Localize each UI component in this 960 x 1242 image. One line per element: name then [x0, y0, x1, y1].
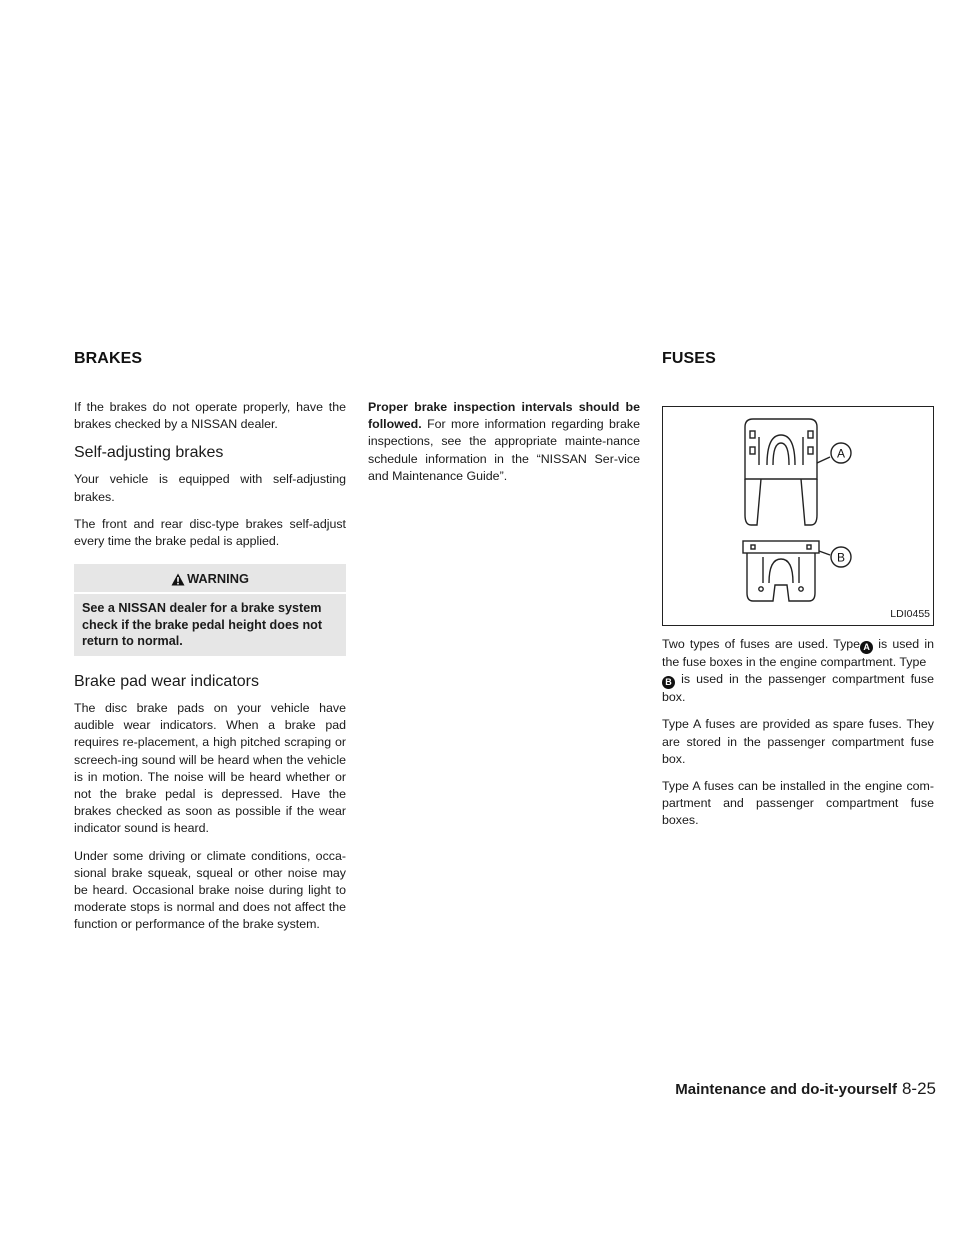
warning-icon	[171, 573, 185, 586]
brakes-column-1	[74, 399, 346, 944]
self-adjusting-brakes-heading: Self-adjusting brakes	[74, 444, 224, 462]
fuse-diagram	[663, 407, 933, 625]
footer-page-number: 8-25	[901, 1079, 936, 1098]
fuse-label-b: B	[836, 550, 846, 565]
fuse-types-text-2: is used in the fuse boxes in the engine compartment. Type	[662, 637, 934, 669]
footer-chapter-title: Maintenance and do-it-yourself	[675, 1081, 897, 1098]
inspection-bold-text: Proper brake inspection intervals should be followed.	[368, 400, 640, 432]
fuse-label-b-callout	[831, 547, 851, 567]
inspection-text: For more information regarding brake inspections, see the appropriate mainte-nance schedule information in the “NISSAN Ser-vice and Maintenance Guide”.	[368, 417, 640, 483]
figure-code: LDI0455	[890, 607, 930, 620]
fuse-type-a-drawing	[745, 419, 830, 525]
section-heading-fuses: FUSES	[662, 350, 716, 367]
fuses-column	[662, 406, 934, 840]
self-adjusting-paragraph-1: Your vehicle is equipped with self-adjusting brakes.	[74, 472, 346, 504]
fuse-types-paragraph	[662, 636, 934, 706]
warning-box	[74, 564, 346, 656]
brake-pad-wear-heading: Brake pad wear indicators	[74, 673, 259, 691]
self-adjusting-paragraph-2: The front and rear disc-type brakes self-adjust every time the brake pedal is applied.	[74, 516, 346, 549]
fuse-label-a-callout	[831, 443, 851, 463]
brake-pad-wear-paragraph-1: The disc brake pads on your vehicle have audible wear indicators. When a brake pad requires re-placement, a high pitched scraping or screech-ing sound will be heard when the vehicle is in motion. The noise will be heard whether or not the brake pedal is depressed. Have the brakes checked as soon as possible if the wear indicator sound is heard.	[74, 701, 346, 836]
warning-label: WARNING	[187, 571, 249, 587]
section-heading-brakes: BRAKES	[74, 350, 143, 367]
badge-b-icon: B	[662, 676, 675, 689]
fuse-types-text-1: Two types of fuses are used. Type	[662, 637, 861, 651]
warning-text: See a NISSAN dealer for a brake system check if the brake pedal height does not return to normal.	[82, 601, 323, 648]
badge-a-icon: A	[860, 641, 873, 654]
brake-pad-wear-paragraph-2: Under some driving or climate conditions, occa-sional brake squeak, squeal or other noise may be heard. Occasional brake noise during light to moderate stops is normal and does not affect the function or performance of the brake system.	[74, 848, 346, 932]
fuse-installation-paragraph: Type A fuses can be installed in the engine com-partment and passenger compartment fuse boxes.	[662, 779, 934, 828]
brakes-intro-paragraph: If the brakes do not operate properly, have the brakes checked by a NISSAN dealer.	[74, 400, 346, 432]
brakes-column-2	[368, 399, 640, 495]
warning-header	[74, 564, 346, 594]
page-footer	[675, 1079, 936, 1099]
fuse-figure	[662, 406, 934, 626]
fuse-label-a: A	[836, 446, 846, 461]
fuse-type-b-drawing	[743, 541, 830, 601]
fuse-types-text-3: is used in the passenger compartment fuse box.	[662, 672, 934, 705]
inspection-paragraph	[368, 399, 640, 485]
spare-fuses-paragraph: Type A fuses are provided as spare fuses. They are stored in the passenger compartment fuse box.	[662, 717, 934, 766]
